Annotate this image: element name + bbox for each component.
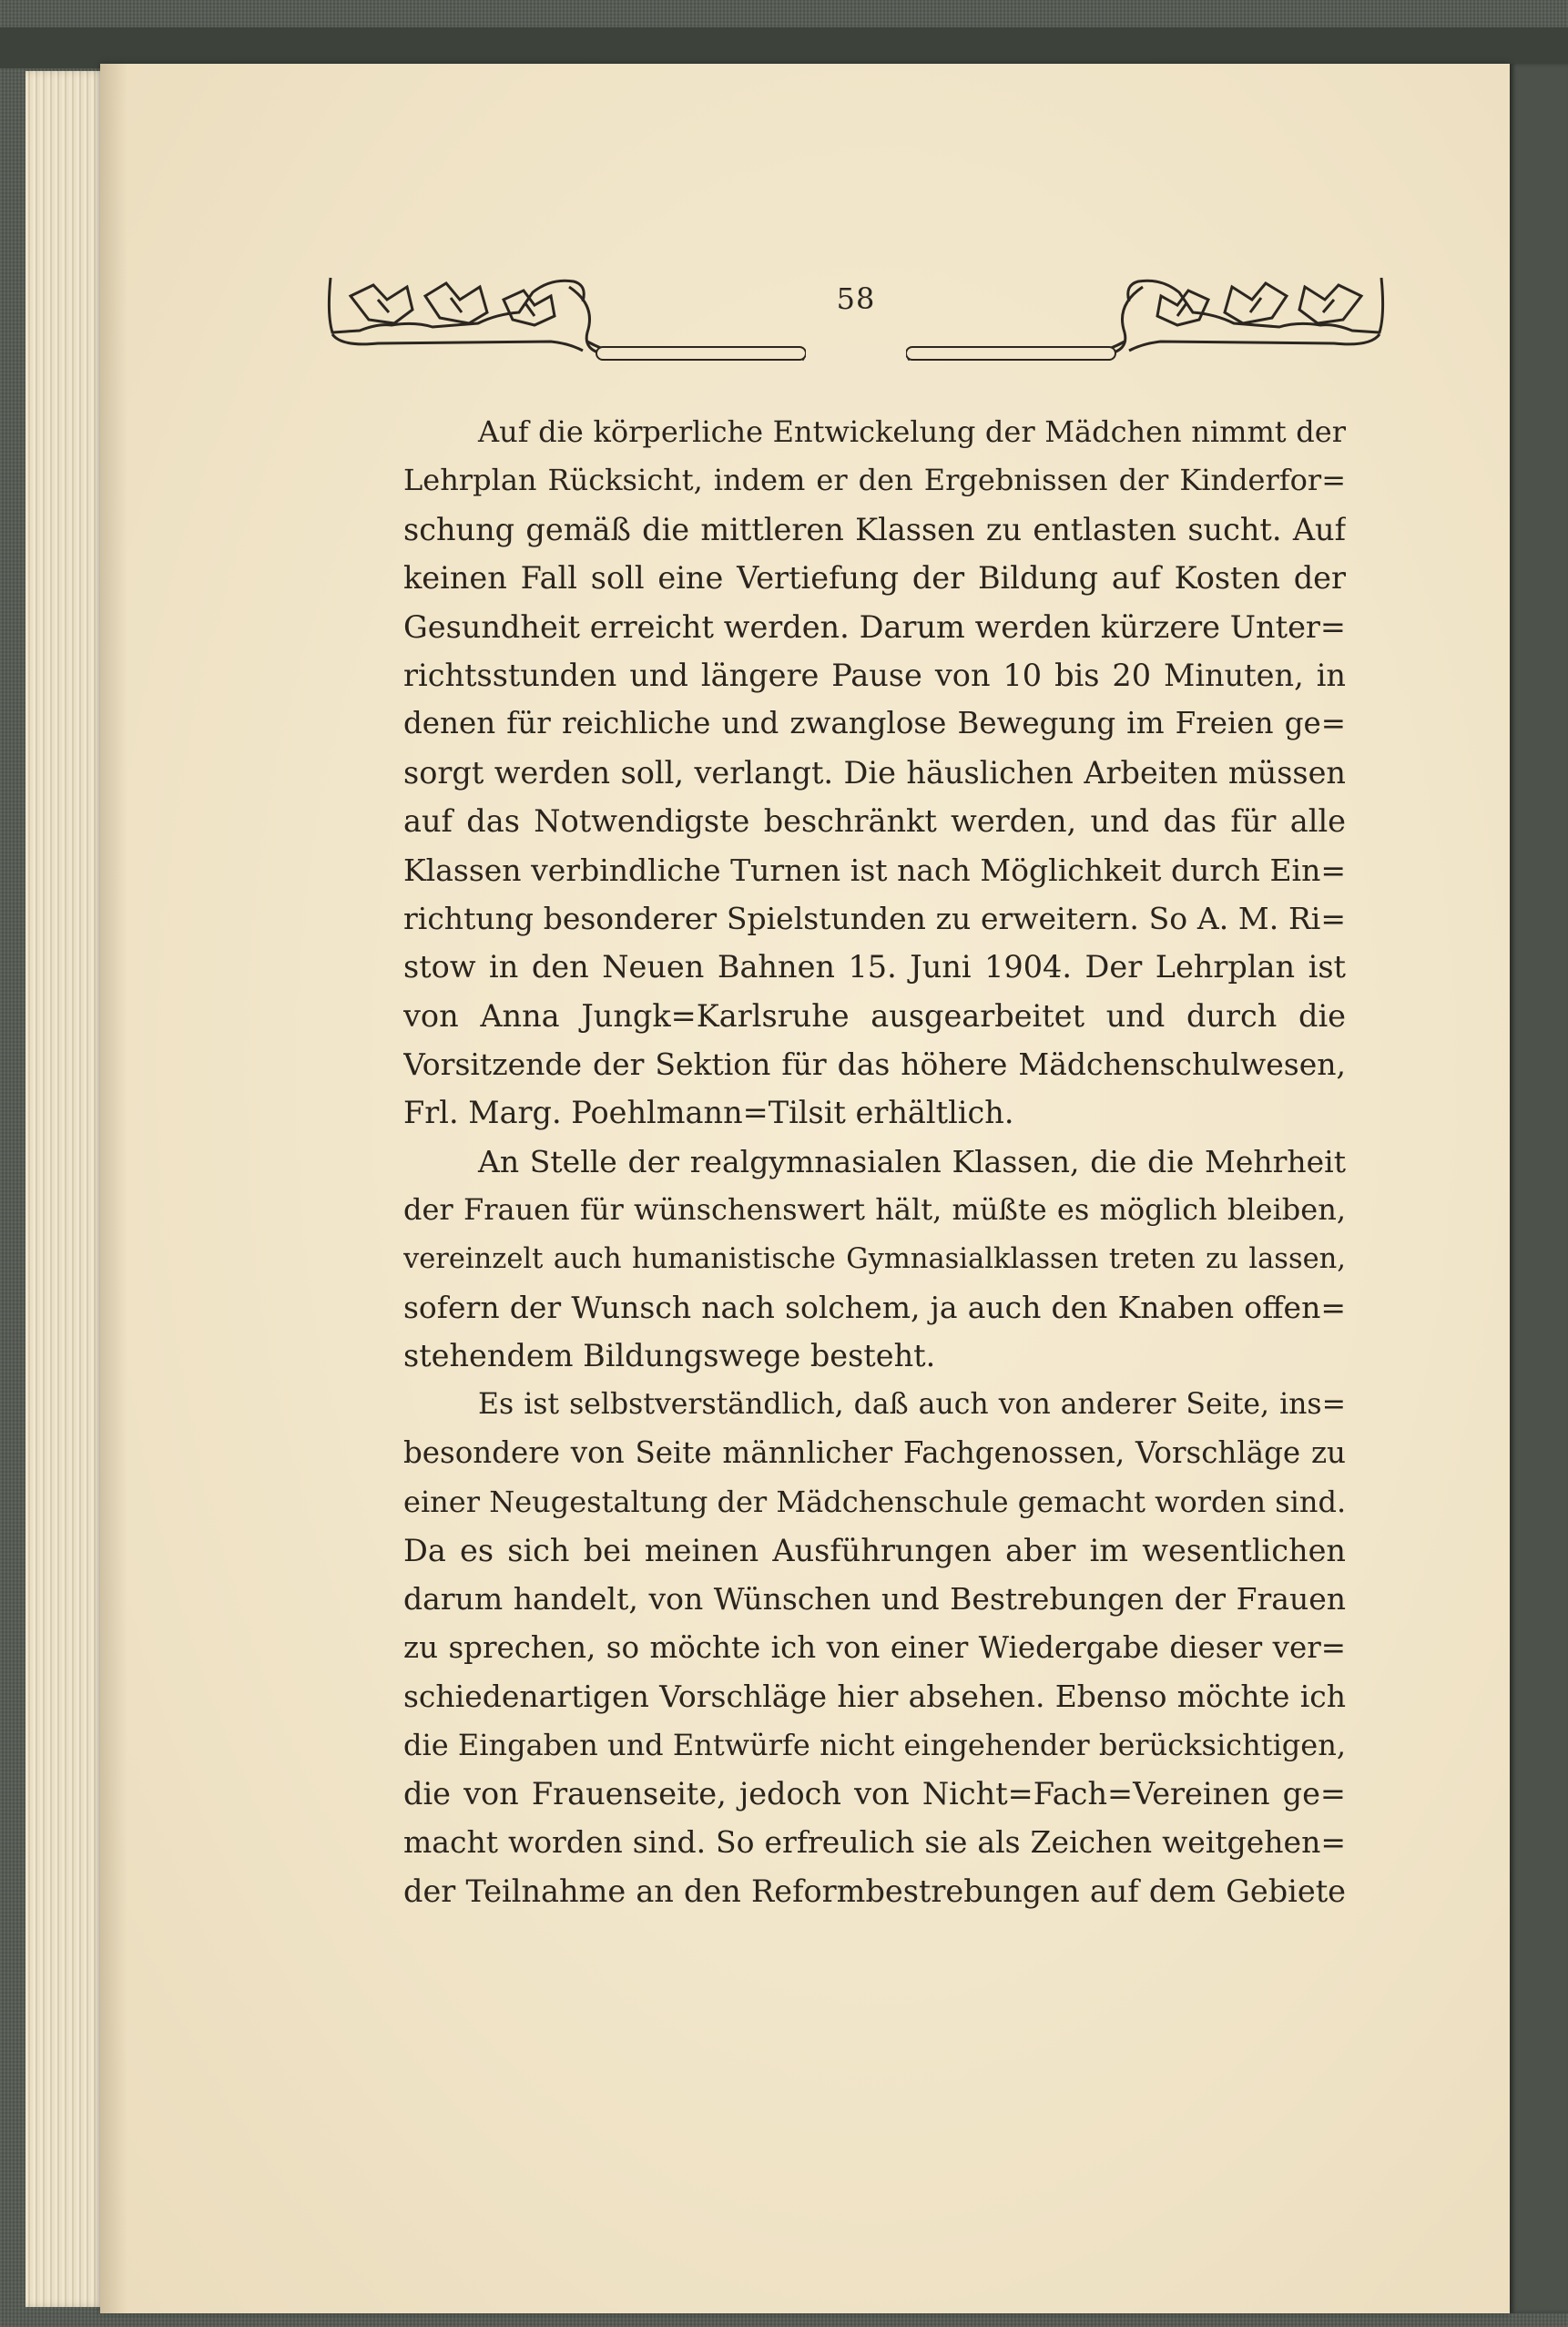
leaf-ornament-right-icon <box>906 260 1389 378</box>
page-number: 58 <box>836 281 876 316</box>
text-line: Auf die körperliche Entwickelung der Mädchen nimmt der <box>478 414 1346 449</box>
text-line: macht worden sind. So erfreulich sie als Zeichen weitgehen= <box>403 1824 1346 1861</box>
text-line: richtsstunden und längere Pause von 10 bis 20 Minuten, in <box>403 657 1346 693</box>
text-line: Lehrplan Rücksicht, indem er den Ergebnissen der Kinderfor= <box>403 463 1346 498</box>
text-line: Vorsitzende der Sektion für das höhere Mädchenschulwesen, <box>403 1046 1346 1083</box>
leaf-ornament-left-icon <box>323 260 806 378</box>
text-line: sofern der Wunsch nach solchem, ja auch den Knaben offen= <box>403 1290 1346 1326</box>
text-line: die Eingaben und Entwürfe nicht eingehender berücksichtigen, <box>403 1727 1346 1762</box>
cover-right-edge <box>1510 64 1568 2313</box>
text-line: schung gemäß die mittleren Klassen zu entlasten sucht. Auf <box>403 511 1346 547</box>
text-line: Gesundheit erreicht werden. Darum werden kürzere Unter= <box>403 608 1346 645</box>
text-line: vereinzelt auch humanistische Gymnasialklassen treten zu lassen, <box>403 1242 1346 1275</box>
text-line: zu sprechen, so möchte ich von einer Wiedergabe dieser ver= <box>403 1629 1346 1665</box>
text-line: von Anna Jungk=Karlsruhe ausgearbeitet und durch die <box>403 997 1346 1034</box>
text-line: Frl. Marg. Poehlmann=Tilsit erhältlich. <box>403 1095 1014 1131</box>
text-line: sorgt werden soll, verlangt. Die häuslichen Arbeiten müssen <box>403 754 1346 791</box>
gutter-shadow <box>100 64 127 2313</box>
text-line: richtung besonderer Spielstunden zu erweitern. So A. M. Ri= <box>403 900 1346 936</box>
text-line: stow in den Neuen Bahnen 15. Juni 1904. Der Lehrplan ist <box>403 949 1346 985</box>
text-line: darum handelt, von Wünschen und Bestrebungen der Frauen <box>403 1581 1346 1618</box>
text-line: der Teilnahme an den Reformbestrebungen auf dem Gebiete <box>403 1873 1346 1909</box>
text-line: die von Frauenseite, jedoch von Nicht=Fach=Vereinen ge= <box>403 1775 1346 1812</box>
text-line: stehendem Bildungswege besteht. <box>403 1338 936 1374</box>
cover-binding-band <box>0 27 1568 68</box>
text-line: An Stelle der realgymnasialen Klassen, die die Mehrheit <box>478 1143 1346 1179</box>
text-line: besondere von Seite männlicher Fachgenossen, Vorschläge zu <box>403 1435 1346 1471</box>
text-line: schiedenartigen Vorschläge hier absehen. Ebenso möchte ich <box>403 1679 1346 1715</box>
body-text <box>403 408 1346 1915</box>
text-line: denen für reichliche und zwanglose Bewegung im Freien ge= <box>403 706 1346 741</box>
text-line: einer Neugestaltung der Mädchenschule gemacht worden sind. <box>403 1484 1346 1519</box>
text-line: der Frauen für wünschenswert hält, müßte es möglich bleiben, <box>403 1192 1346 1228</box>
page-stack-edges <box>25 71 107 2307</box>
text-line: Klassen verbindliche Turnen ist nach Möglichkeit durch Ein= <box>403 852 1346 888</box>
text-line: Es ist selbstverständlich, daß auch von anderer Seite, ins= <box>478 1387 1346 1421</box>
text-line: keinen Fall soll eine Vertiefung der Bildung auf Kosten der <box>403 560 1346 597</box>
page-header <box>323 260 1389 378</box>
text-line: Da es sich bei meinen Ausführungen aber im wesentlichen <box>403 1532 1346 1568</box>
text-line: auf das Notwendigste beschränkt werden, und das für alle <box>403 803 1346 840</box>
